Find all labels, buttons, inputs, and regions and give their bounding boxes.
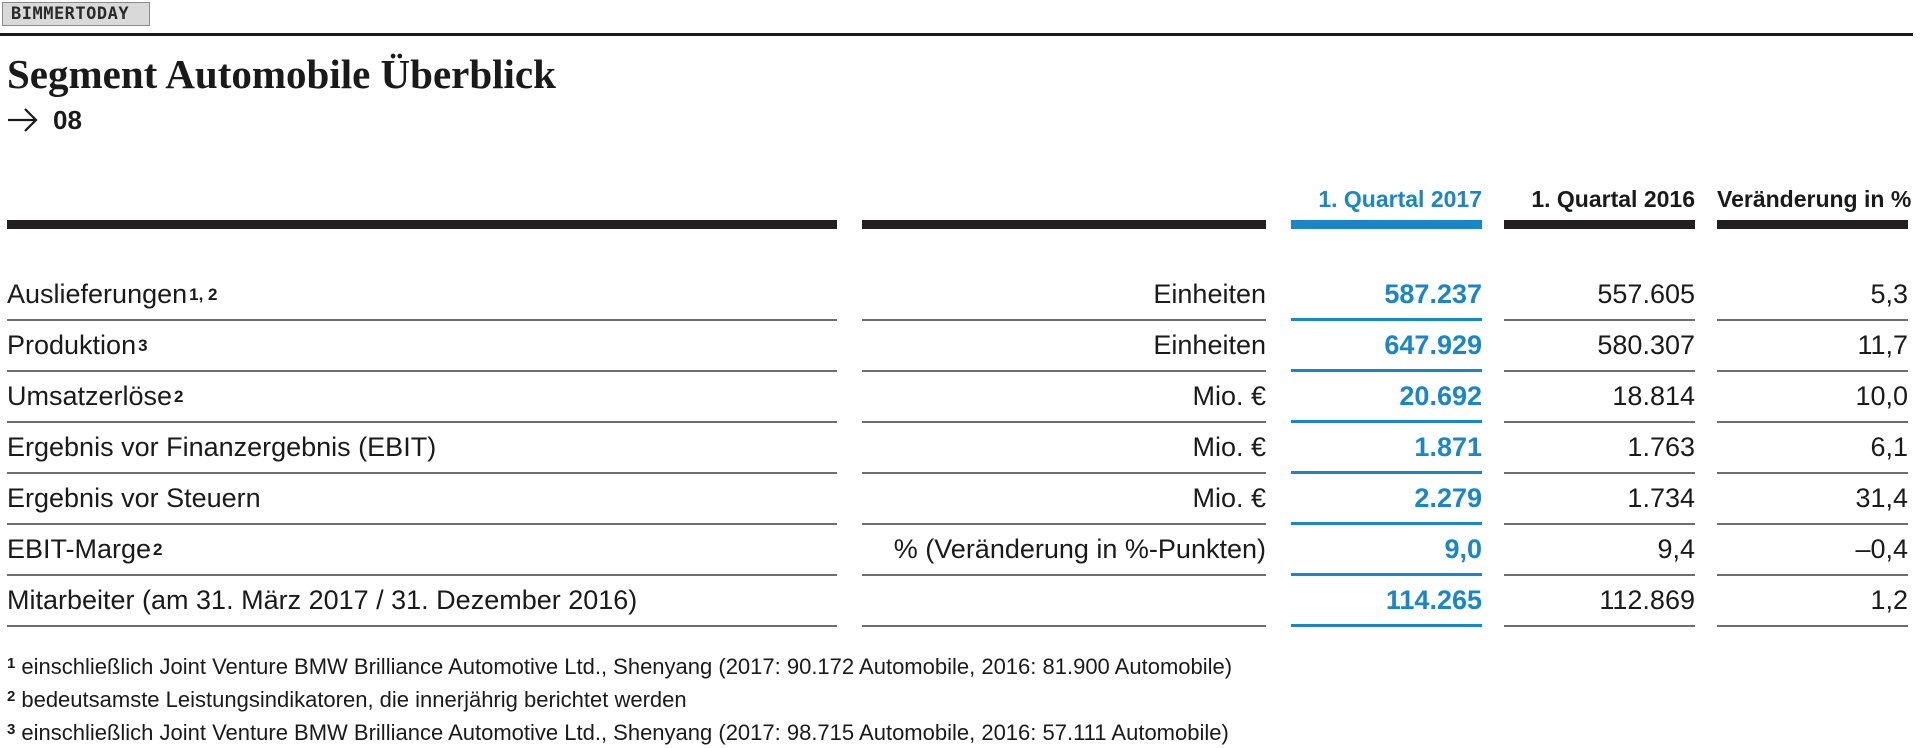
- value-change: 1,2: [1870, 585, 1908, 615]
- row-unit: Mio. €: [1192, 432, 1266, 462]
- row-label: Ergebnis vor Finanzergebnis (EBIT): [7, 432, 437, 462]
- table-row: [0, 524, 1912, 575]
- row-label: Auslieferungen 1, 2: [7, 279, 218, 309]
- footnote-ref: 3: [138, 335, 148, 355]
- value-q1-2017: 1.871: [1414, 432, 1482, 462]
- page-title: Segment Automobile Überblick: [7, 51, 556, 97]
- value-q1-2017: 114.265: [1385, 585, 1482, 615]
- footnote: $^3$ einschließlich Joint Venture BMW Brilliance Automotive Ltd., Shenyang (2017: 98.715 Automobile, 2016: 57.111 Automobile): [7, 720, 1229, 745]
- value-q1-2016: 557.605: [1597, 279, 1695, 309]
- row-rule: [1717, 625, 1908, 627]
- row-label: Umsatzerlöse 2: [7, 381, 184, 411]
- row-label: Ergebnis vor Steuern: [7, 483, 261, 513]
- value-q1-2017: 2.279: [1414, 483, 1482, 513]
- reference-number: 08: [53, 104, 82, 135]
- value-change: 6,1: [1870, 432, 1908, 462]
- row-label: Produktion 3: [7, 330, 148, 360]
- value-q1-2017: 9,0: [1444, 534, 1482, 564]
- header-rule-q1-2016: [1504, 220, 1695, 229]
- footnotes: [7, 649, 1232, 748]
- footnote-ref: 1, 2: [189, 284, 218, 304]
- row-rule: [862, 625, 1266, 627]
- row-rule: [1504, 625, 1695, 627]
- value-q1-2016: 9,4: [1657, 534, 1695, 564]
- table-row: [0, 371, 1912, 422]
- value-q1-2016: 1.763: [1627, 432, 1695, 462]
- row-rule: [7, 625, 837, 627]
- column-header-change: Veränderung in %: [1717, 186, 1912, 212]
- value-change: 31,4: [1855, 483, 1908, 513]
- value-q1-2016: 18.814: [1612, 381, 1695, 411]
- row-label: EBIT-Marge 2: [7, 534, 163, 564]
- table-row: [0, 473, 1912, 524]
- watermark-logo: BIMMERTODAY: [2, 2, 150, 26]
- footnote-ref: 2: [153, 539, 163, 559]
- row-unit: Mio. €: [1192, 483, 1266, 513]
- column-header-q1-2017: 1. Quartal 2017: [1318, 186, 1482, 212]
- column-header-q1-2016: 1. Quartal 2016: [1531, 186, 1695, 212]
- footnote: $^2$ bedeutsamste Leistungsindikatoren, die innerjährig berichtet werden: [7, 687, 687, 712]
- header-rule-q1-2017: [1291, 220, 1482, 229]
- value-q1-2017: 587.237: [1384, 279, 1482, 309]
- table-row: [0, 320, 1912, 371]
- value-q1-2016: 1.734: [1627, 483, 1695, 513]
- value-change: 10,0: [1855, 381, 1908, 411]
- row-unit: % (Veränderung in %-Punkten): [893, 534, 1266, 564]
- row-rule-accent: [1291, 624, 1482, 627]
- value-change: –0,4: [1855, 534, 1908, 564]
- value-q1-2017: 647.929: [1384, 330, 1482, 360]
- value-q1-2017: 20.692: [1399, 381, 1482, 411]
- row-unit: Einheiten: [1153, 279, 1266, 309]
- header-rule-unit: [862, 220, 1266, 229]
- table-row: [0, 422, 1912, 473]
- value-change: 5,3: [1870, 279, 1908, 309]
- header-rule-change: [1717, 220, 1908, 229]
- top-rule: [0, 33, 1913, 36]
- header-rule-label: [7, 220, 837, 229]
- value-q1-2016: 112.869: [1599, 585, 1695, 615]
- footnote-ref: 2: [174, 386, 184, 406]
- row-unit: Mio. €: [1192, 381, 1266, 411]
- value-q1-2016: 580.307: [1597, 330, 1695, 360]
- table-row: [0, 575, 1912, 626]
- row-unit: Einheiten: [1153, 330, 1266, 360]
- reference: [6, 103, 82, 137]
- value-change: 11,7: [1857, 330, 1908, 360]
- row-label: Mitarbeiter (am 31. März 2017 / 31. Dezember 2016): [7, 585, 638, 615]
- footnote: $^1$ einschließlich Joint Venture BMW Brilliance Automotive Ltd., Shenyang (2017: 90.172 Automobile, 2016: 81.900 Automobile): [7, 654, 1233, 679]
- row-unit: [862, 575, 1266, 626]
- table-row: [0, 269, 1912, 320]
- arrow-right-icon: [6, 107, 40, 133]
